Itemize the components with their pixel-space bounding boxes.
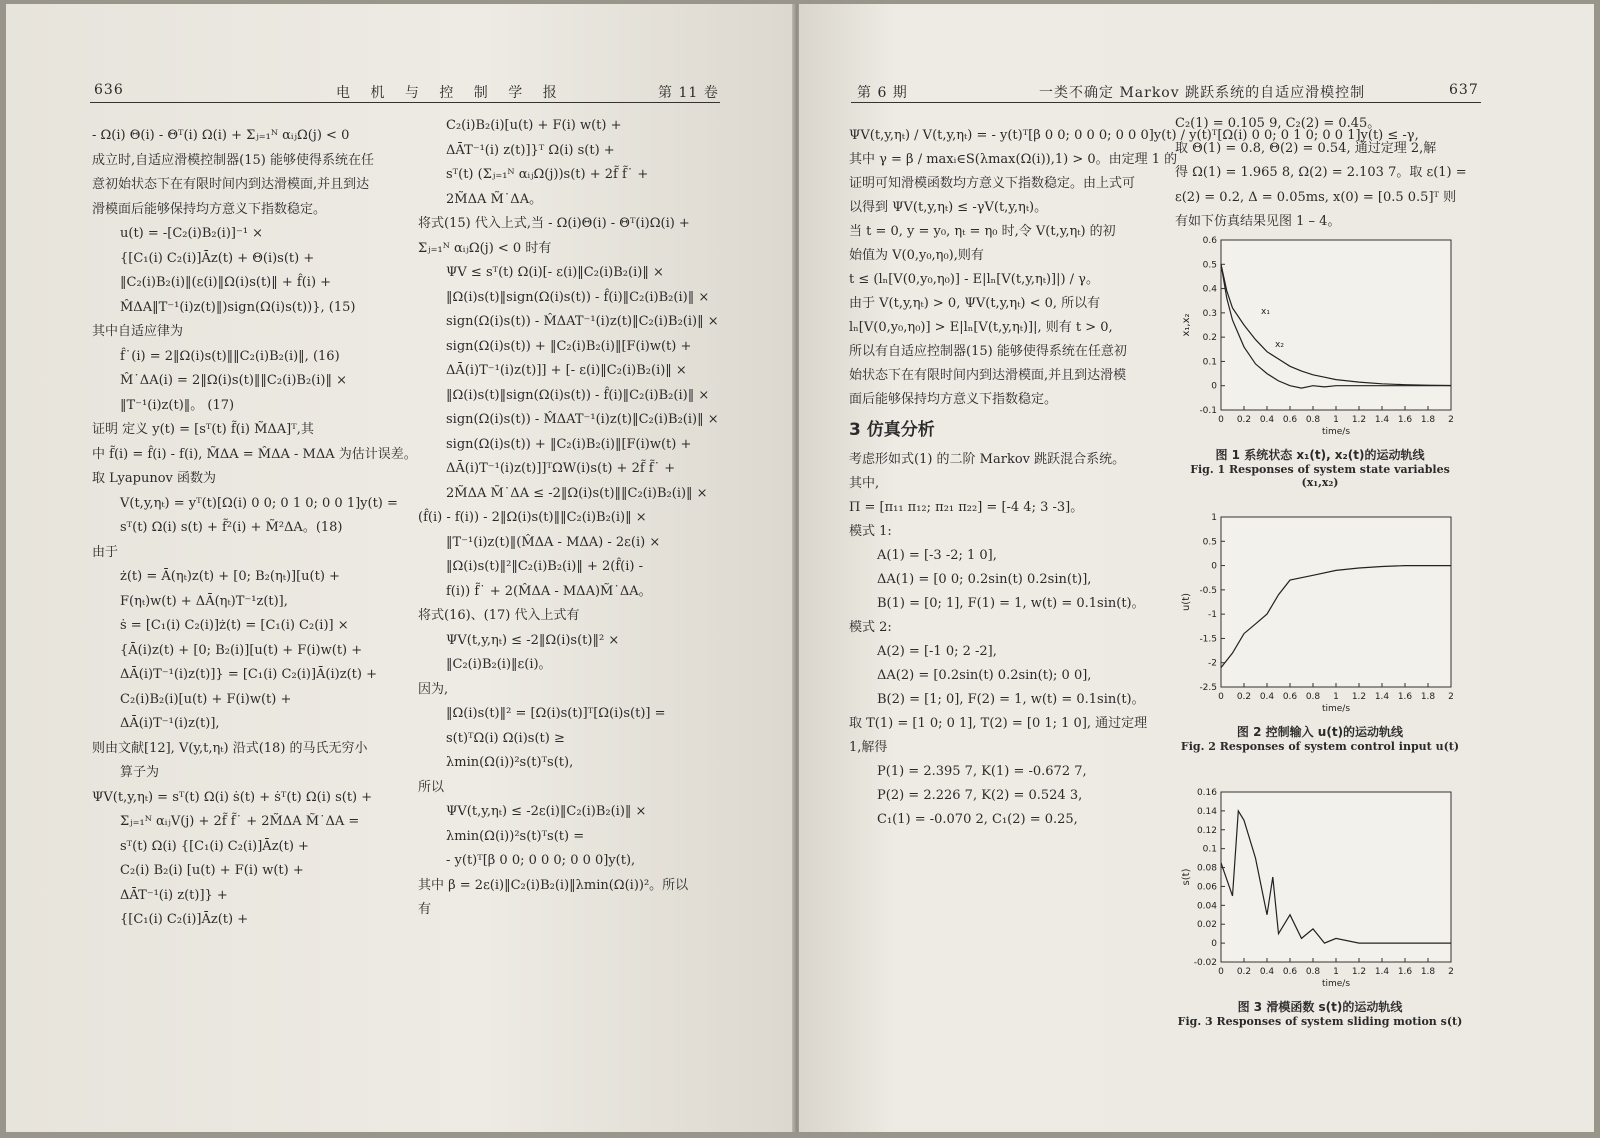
text-line: ΔĀT⁻¹(i) z(t)]}ᵀ Ω(i) s(t) + <box>446 142 615 158</box>
text-line: ΔĀT⁻¹(i) z(t)]} + <box>120 887 228 903</box>
figure-2-chart <box>1175 509 1465 719</box>
text-line: ΨV(t,y,ηₜ) / V(t,y,ηₜ) = - y(t)ᵀ[β 0 0; 0 0 0; 0 0 0]y(t) / y(t)ᵀ[Ω(i) 0 0; 0 1 0; 0 0 1]y(t) ≤ -γ, <box>849 128 1419 143</box>
text-line: 所以 <box>418 779 445 795</box>
text-line: C₂(i)B₂(i)[u(t) + F(i) w(t) + <box>446 118 622 133</box>
text-line: F(ηₜ)w(t) + ΔĀ(ηₜ)T⁻¹z(t)], <box>120 593 288 609</box>
y-tick-label: 0.1 <box>1202 357 1217 368</box>
text-line: 将式(16)、(17) 代入上式有 <box>418 608 580 623</box>
y-tick-label: 0.3 <box>1202 308 1217 319</box>
text-line: 证明可知滑模函数均方意义下指数稳定。由上式可 <box>849 176 1136 191</box>
text-line: ‖C₂(i)B₂(i)‖ε(i)。 <box>446 657 552 672</box>
text-line: A(1) = [-3 -2; 1 0], <box>877 548 997 563</box>
right-column-2 <box>1175 112 1475 235</box>
y-tick-label: 0 <box>1211 561 1217 572</box>
y-tick-label: 0.06 <box>1196 882 1217 893</box>
text-line: C₁(1) = -0.070 2, C₁(2) = 0.25, <box>877 812 1078 827</box>
header-rule <box>90 102 720 103</box>
text-line: ṡ = [C₁(i) C₂(i)]ż(t) = [C₁(i) C₂(i)] × <box>120 618 349 633</box>
x-tick-label: 0 <box>1218 967 1224 977</box>
text-line: 有 <box>418 902 432 917</box>
y-tick-label: 0.5 <box>1202 537 1217 548</box>
section-heading: 3 仿真分析 <box>849 420 935 440</box>
text-line: u(t) = -[C₂(i)B₂(i)]⁻¹ × <box>120 226 264 241</box>
text-line: Σⱼ₌₁ᴺ αᵢⱼV(j) + 2f̃ f̃˙ + 2M̃ΔA M̃˙ΔA = <box>120 814 360 829</box>
text-line: V(t,y,ηₜ) = yᵀ(t)[Ω(i) 0 0; 0 1 0; 0 0 1]y(t) = <box>120 495 398 511</box>
header-rule <box>851 102 1481 103</box>
text-line: 始状态下在有限时间内到达滑模面,并且到达滑模 <box>849 368 1127 383</box>
text-line: C₂(i) B₂(i) [u(t) + F(i) w(t) + <box>120 863 304 878</box>
text-line: 取 Lyapunov 函数为 <box>92 471 217 486</box>
text-line: 算子为 <box>120 765 160 780</box>
x-tick-label: 0.4 <box>1259 692 1275 702</box>
text-line: t ≤ (lₙ[V(0,y₀,η₀)] - E|lₙ[V(t,y,ηₜ)]|) / γ。 <box>849 272 1099 287</box>
x-tick-label: 1.6 <box>1397 692 1413 702</box>
text-line: Σⱼ₌₁ᴺ αᵢⱼΩ(j) < 0 时有 <box>418 240 552 256</box>
x-tick-label: 0.8 <box>1305 415 1321 425</box>
text-line: 2M̃ΔA M̃˙ΔA ≤ -2‖Ω(i)s(t)‖‖C₂(i)B₂(i)‖ × <box>446 485 708 501</box>
text-line: ‖Ω(i)s(t)‖sign(Ω(i)s(t)) - f̂(i)‖C₂(i)B₂(i)‖ × <box>446 289 710 305</box>
y-tick-label: 0.2 <box>1202 333 1217 344</box>
text-line: ΔĀ(i)T⁻¹(i)z(t)]} = [C₁(i) C₂(i)]Ā(i)z(t) + <box>120 667 377 682</box>
x-tick-label: 1.2 <box>1351 415 1367 425</box>
y-axis-label: u(t) <box>1181 592 1192 612</box>
text-line: ‖Ω(i)s(t)‖² = [Ω(i)s(t)]ᵀ[Ω(i)s(t)] = <box>446 706 666 721</box>
x-tick-label: 2 <box>1448 967 1454 977</box>
text-line: A(2) = [-1 0; 2 -2], <box>877 644 997 659</box>
text-line: 面后能够保持均方意义下指数稳定。 <box>849 392 1058 407</box>
text-line: ‖Ω(i)s(t)‖²‖C₂(i)B₂(i)‖ + 2(f̂(i) - <box>446 559 643 574</box>
text-line: 由于 <box>92 544 119 560</box>
text-line: ΨV(t,y,ηₜ) ≤ -2‖Ω(i)s(t)‖² × <box>446 632 620 648</box>
left-page <box>6 4 796 1132</box>
x-tick-label: 1.2 <box>1351 967 1367 977</box>
text-line: 则由文献[12], V(y,t,ηₜ) 沿式(18) 的马氏无穷小 <box>92 740 368 756</box>
plot-frame <box>1221 792 1451 962</box>
y-tick-label: 1 <box>1211 513 1217 523</box>
x-tick-label: 0.2 <box>1236 692 1252 702</box>
x-tick-label: 1.8 <box>1420 967 1436 977</box>
x-tick-label: 1.4 <box>1374 967 1390 977</box>
figure-1-caption-cn: 图 1 系统状态 x₁(t), x₂(t)的运动轨线 <box>1215 448 1425 462</box>
text-line: 2M̃ΔA M̃˙ΔA。 <box>446 191 543 207</box>
text-line: lₙ[V(0,y₀,η₀)] > E|lₙ[V(t,y,ηₜ)]|, 则有 t > 0, <box>849 320 1113 335</box>
y-tick-label: -0.1 <box>1199 406 1217 416</box>
text-line: 取 T(1) = [1 0; 0 1], T(2) = [0 1; 1 0], 通过定理 <box>849 716 1148 731</box>
figure-1-chart <box>1175 232 1465 442</box>
text-line: Π = [π₁₁ π₁₂; π₂₁ π₂₂] = [-4 4; 3 -3]。 <box>849 500 1084 515</box>
text-line: 以得到 ΨV(t,y,ηₜ) ≤ -γV(t,y,ηₜ)。 <box>849 200 1048 215</box>
figure-2-caption-en: Fig. 2 Responses of system control input u(t) <box>1180 740 1460 753</box>
x-tick-label: 0 <box>1218 415 1224 425</box>
y-axis-label: x₁,x₂ <box>1181 313 1192 337</box>
y-tick-label: 0 <box>1211 381 1217 392</box>
y-tick-label: 0.1 <box>1202 844 1217 855</box>
x-tick-label: 0.6 <box>1282 692 1298 702</box>
text-line: 其中 γ = β / maxᵢ∈S(λmax(Ω(i)),1) > 0。由定理 1 的 <box>849 152 1178 167</box>
text-line: ΨV(t,y,ηₜ) = sᵀ(t) Ω(i) ṡ(t) + ṡᵀ(t) Ω(i) s(t) + <box>92 789 373 805</box>
text-line: M̂ΔA‖T⁻¹(i)z(t)‖)sign(Ω(i)s(t))}, (15) <box>120 299 356 315</box>
x-axis-label: time/s <box>1321 704 1351 714</box>
text-line: sign(Ω(i)s(t)) + ‖C₂(i)B₂(i)‖[F(i)w(t) + <box>446 338 692 354</box>
page-number-left: 636 <box>94 82 124 98</box>
x-tick-label: 0.2 <box>1236 415 1252 425</box>
x-tick-label: 0.8 <box>1305 967 1321 977</box>
text-line: ΔA(1) = [0 0; 0.2sin(t) 0.2sin(t)], <box>877 572 1092 587</box>
text-line: 中 f̃(i) = f̂(i) - f(i), M̃ΔA = M̂ΔA - MΔA 为估计误差。 <box>92 446 417 462</box>
text-line: 当 t = 0, y = y₀, ηₜ = η₀ 时,令 V(t,y,ηₜ) 的初 <box>849 224 1116 239</box>
y-tick-label: 0.02 <box>1196 920 1217 931</box>
x-tick-label: 0.6 <box>1282 967 1298 977</box>
running-title: 一类不确定 Markov 跳跃系统的自适应滑模控制 <box>1039 85 1366 101</box>
x-axis-label: time/s <box>1321 427 1351 437</box>
text-line: 其中自适应律为 <box>92 324 184 339</box>
text-line: sign(Ω(i)s(t)) - M̂ΔAT⁻¹(i)z(t)‖C₂(i)B₂(i)‖ × <box>446 314 719 329</box>
x-tick-label: 1.2 <box>1351 692 1367 702</box>
x-tick-label: 0.8 <box>1305 692 1321 702</box>
x-tick-label: 0.4 <box>1259 967 1275 977</box>
text-line: - Ω(i) Θ(i) - Θᵀ(i) Ω(i) + Σⱼ₌₁ᴺ αᵢⱼΩ(j) < 0 <box>92 128 350 143</box>
figure-3 <box>1175 784 1465 1028</box>
figure-3-caption-cn: 图 3 滑模函数 s(t)的运动轨线 <box>1237 1000 1403 1014</box>
y-tick-label: -0.5 <box>1199 585 1217 596</box>
x-tick-label: 1 <box>1333 415 1339 425</box>
text-line: 模式 1: <box>849 524 892 539</box>
text-line: ż(t) = Ā(ηₜ)z(t) + [0; B₂(ηₜ)][u(t) + <box>120 569 340 584</box>
text-line: f(i)) f̃˙ + 2(M̂ΔA - MΔA)M̃˙ΔA。 <box>446 583 652 599</box>
x-tick-label: 1.6 <box>1397 967 1413 977</box>
text-line: 1,解得 <box>849 740 888 755</box>
text-line: 成立时,自适应滑模控制器(15) 能够使得系统在任 <box>92 152 374 168</box>
text-line: f̂˙(i) = 2‖Ω(i)s(t)‖‖C₂(i)B₂(i)‖, (16) <box>120 348 340 364</box>
text-line: ‖C₂(i)B₂(i)‖(ε(i)‖Ω(i)s(t)‖ + f̂(i) + <box>120 275 332 290</box>
x-tick-label: 1.4 <box>1374 692 1390 702</box>
text-line: 有如下仿真结果见图 1 – 4。 <box>1175 214 1341 229</box>
plot-frame <box>1221 517 1451 687</box>
x-tick-label: 0 <box>1218 692 1224 702</box>
y-tick-label: 0 <box>1211 939 1217 950</box>
text-line: ‖T⁻¹(i)z(t)‖(M̂ΔA - MΔA) - 2ε(i) × <box>446 534 661 550</box>
y-tick-label: 0.04 <box>1196 901 1217 912</box>
issue-label: 第 6 期 <box>857 85 908 101</box>
text-line: 由于 V(t,y,ηₜ) > 0, ΨV(t,y,ηₜ) < 0, 所以有 <box>849 296 1101 311</box>
text-line: 始值为 V(0,y₀,η₀),则有 <box>849 248 984 263</box>
y-axis-label: s(t) <box>1181 868 1192 886</box>
text-line: B(1) = [0; 1], F(1) = 1, w(t) = 0.1sin(t)。 <box>877 596 1145 611</box>
figure-3-chart <box>1175 784 1465 994</box>
x-tick-label: 1.8 <box>1420 692 1436 702</box>
text-line: ΨV(t,y,ηₜ) ≤ -2ε(i)‖C₂(i)B₂(i)‖ × <box>446 804 647 819</box>
text-line: λmin(Ω(i))²s(t)ᵀs(t), <box>446 755 574 770</box>
x-tick-label: 0.6 <box>1282 415 1298 425</box>
y-tick-label: 0.6 <box>1202 236 1217 246</box>
x-tick-label: 2 <box>1448 692 1454 702</box>
x-tick-label: 2 <box>1448 415 1454 425</box>
text-line: C₂(1) = 0.105 9, C₂(2) = 0.45。 <box>1175 116 1381 131</box>
text-line: ΔĀ(i)T⁻¹(i)z(t)]]ᵀΩW(i)s(t) + 2f̃ f̃˙ + <box>446 461 676 476</box>
figure-2 <box>1175 509 1465 753</box>
x-tick-label: 1 <box>1333 692 1339 702</box>
text-line: ‖T⁻¹(i)z(t)‖。 (17) <box>120 397 235 413</box>
text-line: B(2) = [1; 0], F(2) = 1, w(t) = 0.1sin(t)。 <box>877 692 1145 707</box>
series-label-x1: x₁ <box>1261 307 1270 317</box>
text-line: ΔĀ(i)T⁻¹(i)z(t)]] + [- ε(i)‖C₂(i)B₂(i)‖ × <box>446 363 687 378</box>
text-line: 模式 2: <box>849 620 892 635</box>
text-line: 意初始状态下在有限时间内到达滑模面,并且到达 <box>92 177 370 192</box>
text-line: M̂˙ΔA(i) = 2‖Ω(i)s(t)‖‖C₂(i)B₂(i)‖ × <box>120 373 347 388</box>
text-line: s(t)ᵀΩ(i) Ω(i)s(t) ≥ <box>446 730 565 746</box>
figure-1-caption-en: Fig. 1 Responses of system state variables (x₁,x₂) <box>1190 463 1450 489</box>
text-line: C₂(i)B₂(i)[u(t) + F(i)w(t) + <box>120 691 292 707</box>
y-tick-label: 0.16 <box>1196 788 1217 798</box>
x-tick-label: 0.4 <box>1259 415 1275 425</box>
x-tick-label: 1.4 <box>1374 415 1390 425</box>
volume-label: 第 11 卷 <box>658 85 719 101</box>
text-line: P(2) = 2.226 7, K(2) = 0.524 3, <box>877 788 1083 803</box>
y-tick-label: -0.02 <box>1193 958 1217 968</box>
left-column-2 <box>418 114 738 923</box>
x-tick-label: 1.8 <box>1420 415 1436 425</box>
series-label-x2: x₂ <box>1275 340 1284 350</box>
text-line: 滑模面后能够保持均方意义下指数稳定。 <box>92 201 327 217</box>
text-line: 其中, <box>849 476 880 491</box>
journal-title: 电 机 与 控 制 学 报 <box>336 85 565 101</box>
text-line: {Ā(i)z(t) + [0; B₂(i)][u(t) + F(i)w(t) + <box>120 642 363 658</box>
y-tick-label: 0.5 <box>1202 260 1217 271</box>
text-line: 将式(15) 代入上式,当 - Ω(i)Θ(i) - Θᵀ(i)Ω(i) + <box>418 216 690 231</box>
y-tick-label: 0.14 <box>1196 806 1217 817</box>
text-line: ΔA(2) = [0.2sin(t) 0.2sin(t); 0 0], <box>877 668 1092 683</box>
y-tick-label: -2.5 <box>1199 683 1217 693</box>
text-line: (f̂(i) - f(i)) - 2‖Ω(i)s(t)‖‖C₂(i)B₂(i)‖ × <box>418 510 647 525</box>
x-axis-label: time/s <box>1321 979 1351 989</box>
text-line: 其中 β = 2ε(i)‖C₂(i)B₂(i)‖λmin(Ω(i))²。所以 <box>418 877 689 893</box>
text-line: 取 Θ(1) = 0.8, Θ(2) = 0.54, 通过定理 2,解 <box>1175 140 1437 156</box>
text-line: ΔĀ(i)T⁻¹(i)z(t)], <box>120 716 220 731</box>
book-spread <box>6 4 1594 1132</box>
x-tick-label: 1.6 <box>1397 415 1413 425</box>
text-line: 得 Ω(1) = 1.965 8, Ω(2) = 2.103 7。取 ε(1) = <box>1175 165 1467 180</box>
text-line: sᵀ(t) Ω(i) {[C₁(i) C₂(i)]Āz(t) + <box>120 838 309 854</box>
text-line: ΨV ≤ sᵀ(t) Ω(i)[- ε(i)‖C₂(i)B₂(i)‖ × <box>446 265 664 280</box>
x-tick-label: 0.2 <box>1236 967 1252 977</box>
x-tick-label: 1 <box>1333 967 1339 977</box>
text-line: λmin(Ω(i))²s(t)ᵀs(t) = <box>446 828 585 844</box>
text-line: {[C₁(i) C₂(i)]Āz(t) + Θ(i)s(t) + <box>120 250 315 266</box>
left-column-1 <box>92 124 417 933</box>
text-line: ‖Ω(i)s(t)‖sign(Ω(i)s(t)) - f̂(i)‖C₂(i)B₂(i)‖ × <box>446 387 710 403</box>
text-line: 因为, <box>418 681 449 697</box>
y-tick-label: 0.12 <box>1196 825 1217 836</box>
text-line: sᵀ(t) Ω(i) s(t) + f̃²(i) + M̃²ΔA。(18) <box>120 520 343 535</box>
text-line: sign(Ω(i)s(t)) + ‖C₂(i)B₂(i)‖[F(i)w(t) + <box>446 436 692 452</box>
figure-3-caption-en: Fig. 3 Responses of system sliding motion s(t) <box>1177 1015 1463 1028</box>
y-tick-label: 0.4 <box>1202 284 1217 295</box>
text-line: 所以有自适应控制器(15) 能够使得系统在任意初 <box>849 344 1127 359</box>
y-tick-label: -1.5 <box>1199 634 1217 645</box>
y-tick-label: -2 <box>1208 658 1217 669</box>
text-line: - y(t)ᵀ[β 0 0; 0 0 0; 0 0 0]y(t), <box>446 853 636 868</box>
figure-2-caption-cn: 图 2 控制输入 u(t)的运动轨线 <box>1236 725 1404 739</box>
page-number-right: 637 <box>1449 82 1479 98</box>
y-tick-label: 0.08 <box>1196 863 1217 874</box>
text-line: 证明 定义 y(t) = [sᵀ(t) f̃(i) M̃ΔA]ᵀ,其 <box>92 422 314 437</box>
figure-1 <box>1175 232 1465 489</box>
y-tick-label: -1 <box>1208 610 1217 621</box>
text-line: sign(Ω(i)s(t)) - M̂ΔAT⁻¹(i)z(t)‖C₂(i)B₂(i)‖ × <box>446 412 719 427</box>
text-line: {[C₁(i) C₂(i)]Āz(t) + <box>120 912 249 927</box>
right-page <box>799 4 1594 1132</box>
text-line: sᵀ(t) (Σⱼ₌₁ᴺ αᵢⱼΩ(j))s(t) + 2f̃ f̃˙ + <box>446 167 649 182</box>
text-line: P(1) = 2.395 7, K(1) = -0.672 7, <box>877 764 1087 779</box>
text-line: 考虑形如式(1) 的二阶 Markov 跳跃混合系统。 <box>849 452 1126 467</box>
text-line: ε(2) = 0.2, Δ = 0.05ms, x(0) = [0.5 0.5]ᵀ 则 <box>1175 189 1457 205</box>
